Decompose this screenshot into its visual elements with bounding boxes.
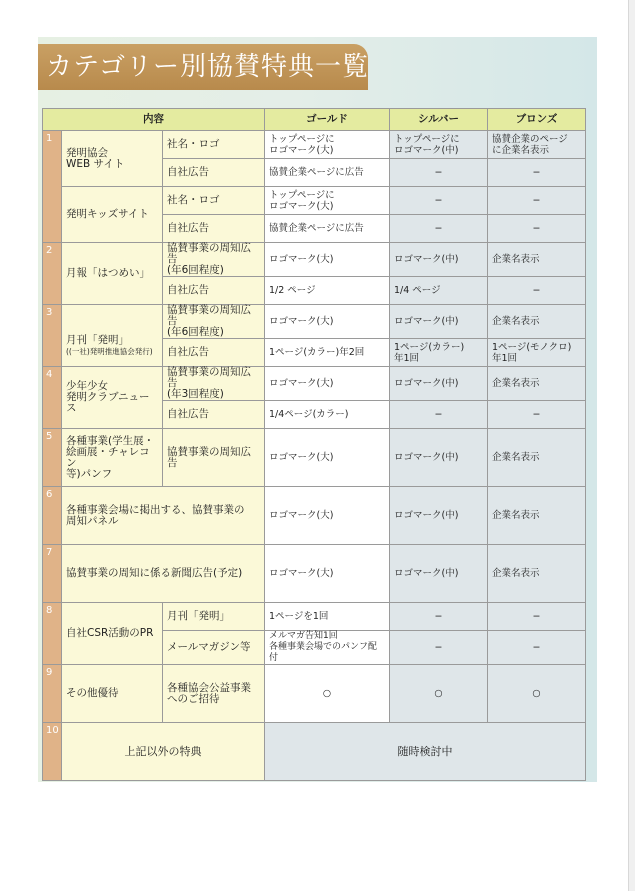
benefits-table: [42, 108, 586, 781]
subcategory-cell: [163, 243, 265, 277]
bronze-cell: −: [488, 277, 586, 305]
subcategory-cell: [163, 367, 265, 401]
cell-line: 1ページ(カラー): [394, 341, 465, 353]
cell-line: メルマガ告知1回: [269, 631, 338, 641]
gold-cell: 協賛企業ページに広告: [265, 215, 390, 243]
cell-line: 各種協会公益事業: [167, 681, 251, 694]
gold-cell: ロゴマーク(大): [265, 243, 390, 277]
row-number: 5: [43, 429, 62, 487]
cell-line: ロゴマーク(大): [269, 200, 334, 212]
cell-line: へのご招待: [167, 692, 220, 705]
table-row: [43, 665, 586, 723]
cell-line: 協賛事業の周知広告: [167, 242, 251, 265]
header-silver: シルバー: [390, 109, 488, 131]
table-row: [43, 603, 586, 631]
cell-line: 1ページ(モノクロ): [492, 341, 572, 353]
subcategory-cell: 自社広告: [163, 401, 265, 429]
bronze-cell: 企業名表示: [488, 367, 586, 401]
gold-cell: [265, 131, 390, 159]
cell-line: トップページに: [269, 189, 335, 201]
cell-line: 年1回: [394, 352, 420, 364]
bronze-cell: −: [488, 603, 586, 631]
gold-cell: [265, 187, 390, 215]
gold-cell: ○: [265, 665, 390, 723]
silver-cell: −: [390, 159, 488, 187]
cell-line: ロゴマーク(大): [269, 144, 334, 156]
table-row: [43, 243, 586, 277]
bronze-cell: [488, 339, 586, 367]
category-line: WEB サイト: [66, 157, 125, 170]
silver-cell: ロゴマーク(中): [390, 367, 488, 401]
table-row: [43, 487, 586, 545]
gold-cell: ロゴマーク(大): [265, 545, 390, 603]
row-number: 7: [43, 545, 62, 603]
category-cell: [62, 487, 265, 545]
cell-line: 協賛企業のページ: [492, 133, 568, 145]
subcategory-cell: 自社広告: [163, 339, 265, 367]
row-number: 2: [43, 243, 62, 305]
subcategory-cell: 協賛事業の周知広告: [163, 429, 265, 487]
category-line: 発明協会: [66, 146, 108, 159]
page-scroll-edge: [628, 0, 635, 891]
silver-cell: ロゴマーク(中): [390, 429, 488, 487]
category-line: 各種事業会場に掲出する、協賛事業の: [66, 503, 245, 516]
silver-cell: −: [390, 631, 488, 665]
row-number: 6: [43, 487, 62, 545]
silver-cell: [390, 131, 488, 159]
table-row: [43, 187, 586, 215]
gold-cell: ロゴマーク(大): [265, 429, 390, 487]
table-row: [43, 305, 586, 339]
row-number: 10: [43, 723, 62, 781]
row-number: 3: [43, 305, 62, 367]
category-cell: [62, 429, 163, 487]
silver-cell: 1/4 ページ: [390, 277, 488, 305]
category-line: 発明クラブニュース: [66, 391, 150, 414]
cell-line: (年6回程度): [167, 326, 224, 338]
table-row: [43, 545, 586, 603]
bronze-cell: 企業名表示: [488, 429, 586, 487]
category-line: 絵画展・チャレコン: [66, 445, 150, 469]
category-cell: その他優待: [62, 665, 163, 723]
silver-cell: −: [390, 603, 488, 631]
silver-cell: −: [390, 401, 488, 429]
row-number: 9: [43, 665, 62, 723]
category-cell: 月報「はつめい」: [62, 243, 163, 305]
cell-line: (年3回程度): [167, 388, 224, 400]
category-line: 各種事業(学生展・: [66, 434, 155, 447]
silver-cell: −: [390, 187, 488, 215]
bronze-cell: [488, 131, 586, 159]
cell-line: 年1回: [492, 352, 518, 364]
value-cell: 随時検討中: [265, 723, 586, 781]
category-cell: 上記以外の特典: [62, 723, 265, 781]
gold-cell: ロゴマーク(大): [265, 305, 390, 339]
silver-cell: ロゴマーク(中): [390, 545, 488, 603]
table-row: [43, 367, 586, 401]
gold-cell: 1/4ページ(カラー): [265, 401, 390, 429]
gold-cell: [265, 631, 390, 665]
table-header-row: [43, 109, 586, 131]
silver-cell: −: [390, 215, 488, 243]
row-number: 1: [43, 131, 62, 243]
category-cell: 協賛事業の周知に係る新聞広告(予定): [62, 545, 265, 603]
subcategory-cell: 月刊「発明」: [163, 603, 265, 631]
header-gold: ゴールド: [265, 109, 390, 131]
bronze-cell: 企業名表示: [488, 243, 586, 277]
gold-cell: 1/2 ページ: [265, 277, 390, 305]
silver-cell: [390, 339, 488, 367]
table-row: [43, 429, 586, 487]
cell-line: 協賛事業の周知広告: [167, 304, 251, 327]
category-note: ((一社)発明推進協会発行): [66, 346, 153, 356]
bronze-cell: ○: [488, 665, 586, 723]
row-number: 8: [43, 603, 62, 665]
bronze-cell: −: [488, 215, 586, 243]
table-row: [43, 723, 586, 781]
bronze-cell: 企業名表示: [488, 487, 586, 545]
category-cell: [62, 131, 163, 187]
bronze-cell: −: [488, 187, 586, 215]
row-number: 4: [43, 367, 62, 429]
subcategory-cell: 自社広告: [163, 215, 265, 243]
cell-line: トップページに: [269, 133, 335, 145]
header-content: 内容: [43, 109, 265, 131]
cell-line: 協賛事業の周知広告: [167, 366, 251, 389]
category-line: 月刊「発明」: [66, 333, 129, 346]
cell-line: に企業名表示: [492, 144, 550, 156]
gold-cell: ロゴマーク(大): [265, 367, 390, 401]
cell-line: 各種事業会場でのパンフ配付: [269, 642, 378, 663]
bronze-cell: −: [488, 631, 586, 665]
silver-cell: ロゴマーク(中): [390, 305, 488, 339]
cell-line: ロゴマーク(中): [394, 144, 459, 156]
cell-line: トップページに: [394, 133, 460, 145]
cell-line: (年6回程度): [167, 264, 224, 276]
table-row: [43, 131, 586, 159]
subcategory-cell: [163, 305, 265, 339]
category-line: 周知パネル: [66, 514, 119, 527]
category-cell: 自社CSR活動のPR: [62, 603, 163, 665]
subcategory-cell: 社名・ロゴ: [163, 131, 265, 159]
category-cell: 発明キッズサイト: [62, 187, 163, 243]
category-cell: [62, 367, 163, 429]
gold-cell: ロゴマーク(大): [265, 487, 390, 545]
gold-cell: 1ページ(カラー)年2回: [265, 339, 390, 367]
silver-cell: ロゴマーク(中): [390, 487, 488, 545]
subcategory-cell: メールマガジン等: [163, 631, 265, 665]
header-bronze: ブロンズ: [488, 109, 586, 131]
category-cell: [62, 305, 163, 367]
bronze-cell: 企業名表示: [488, 305, 586, 339]
gold-cell: 協賛企業ページに広告: [265, 159, 390, 187]
gold-cell: 1ページを1回: [265, 603, 390, 631]
page-title: カテゴリー別協賛特典一覧: [46, 52, 369, 82]
subcategory-cell: 社名・ロゴ: [163, 187, 265, 215]
bronze-cell: 企業名表示: [488, 545, 586, 603]
bronze-cell: −: [488, 401, 586, 429]
silver-cell: ロゴマーク(中): [390, 243, 488, 277]
category-line: 等)パンフ: [66, 467, 113, 480]
silver-cell: ○: [390, 665, 488, 723]
subcategory-cell: 自社広告: [163, 277, 265, 305]
category-line: 少年少女: [66, 380, 108, 392]
subcategory-cell: 自社広告: [163, 159, 265, 187]
bronze-cell: −: [488, 159, 586, 187]
subcategory-cell: [163, 665, 265, 723]
